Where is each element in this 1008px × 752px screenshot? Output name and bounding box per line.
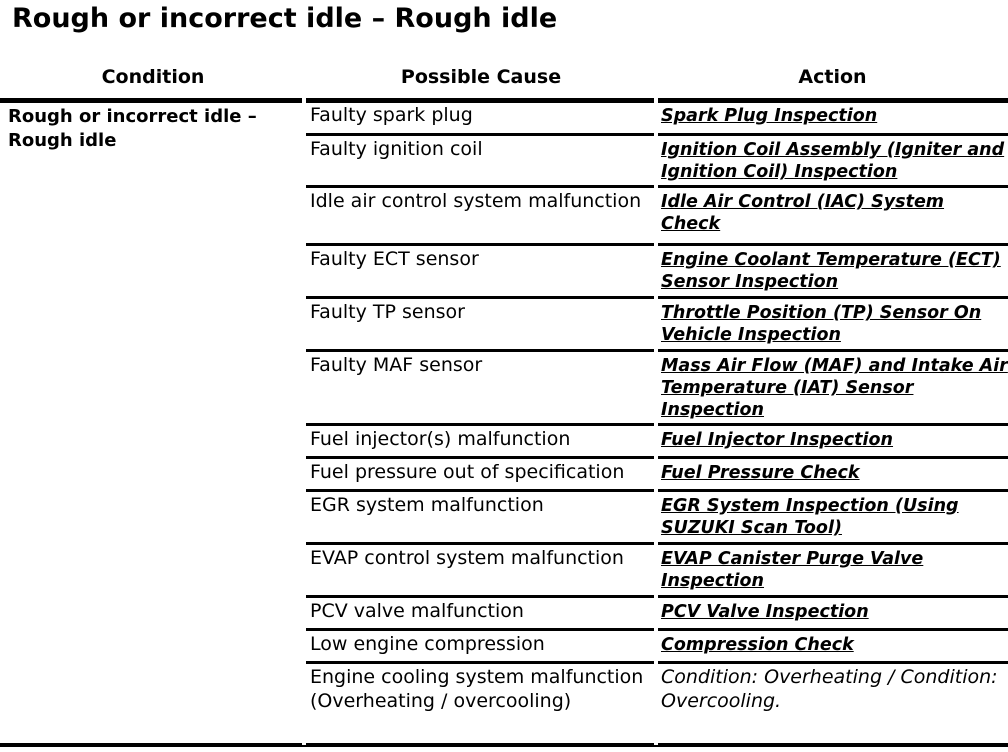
cause-cell: Fuel pressure out of specification [310,461,625,483]
cause-cell: Faulty TP sensor [310,301,465,323]
action-link[interactable]: Compression Check [661,635,854,655]
cause-cell: Faulty ECT sensor [310,248,479,270]
condition-cell: Rough or incorrect idle – Rough idle [8,106,257,151]
action-link[interactable]: Spark Plug Inspection [661,106,878,126]
action-cell [661,139,1008,183]
table-bottom-rule [0,743,1008,747]
action-link[interactable]: Ignition Coil Assembly (Igniter and Ignition Coil) Inspection [661,140,1005,182]
action-cell [661,601,1008,623]
cause-cell: EVAP control system malfunction [310,547,624,569]
action-cell [661,355,1008,421]
action-cell [661,634,1008,656]
action-cell [661,495,1008,539]
header-possible-cause: Possible Cause [400,66,562,88]
action-link[interactable]: Idle Air Control (IAC) System Check [661,192,945,234]
column-gap-right [654,98,658,745]
action-link[interactable]: EGR System Inspection (Using SUZUKI Scan Tool) [661,496,959,538]
action-link[interactable]: EVAP Canister Purge Valve Inspection [661,549,924,591]
cause-cell: Idle air control system malfunction [310,190,642,212]
column-gap-left [302,98,306,745]
action-cell [661,302,1008,346]
action-link[interactable]: Engine Coolant Temperature (ECT) Sensor Inspection [661,250,1001,292]
cause-cell: Faulty MAF sensor [310,354,483,376]
header-action: Action [798,66,867,88]
cause-cell: Low engine compression [310,633,545,655]
action-link[interactable]: Fuel Pressure Check [661,463,860,483]
action-link[interactable]: Throttle Position (TP) Sensor On Vehicle Inspection [661,303,982,345]
cause-cell: PCV valve malfunction [310,600,524,622]
action-cell [661,249,1008,293]
page-title: Rough or incorrect idle – Rough idle [12,3,558,34]
cause-cell: Engine cooling system malfunction (Overheating / overcooling) [310,666,644,712]
cause-cell: Fuel injector(s) malfunction [310,428,571,450]
cause-cell: Faulty ignition coil [310,138,483,160]
action-link[interactable]: Mass Air Flow (MAF) and Intake Air Temperature (IAT) Sensor Inspection [661,356,1008,420]
action-link[interactable]: PCV Valve Inspection [661,602,869,622]
cause-cell: EGR system malfunction [310,494,544,516]
action-cell [661,191,1008,235]
header-condition: Condition [101,66,205,88]
cause-cell: Faulty spark plug [310,104,473,126]
action-cell [661,429,1008,451]
action-cell [661,548,1008,592]
action-text: Condition: Overheating / Condition: Overcooling. [661,666,998,712]
action-link[interactable]: Fuel Injector Inspection [661,430,894,450]
action-cell [661,462,1008,484]
action-cell [661,105,1008,127]
